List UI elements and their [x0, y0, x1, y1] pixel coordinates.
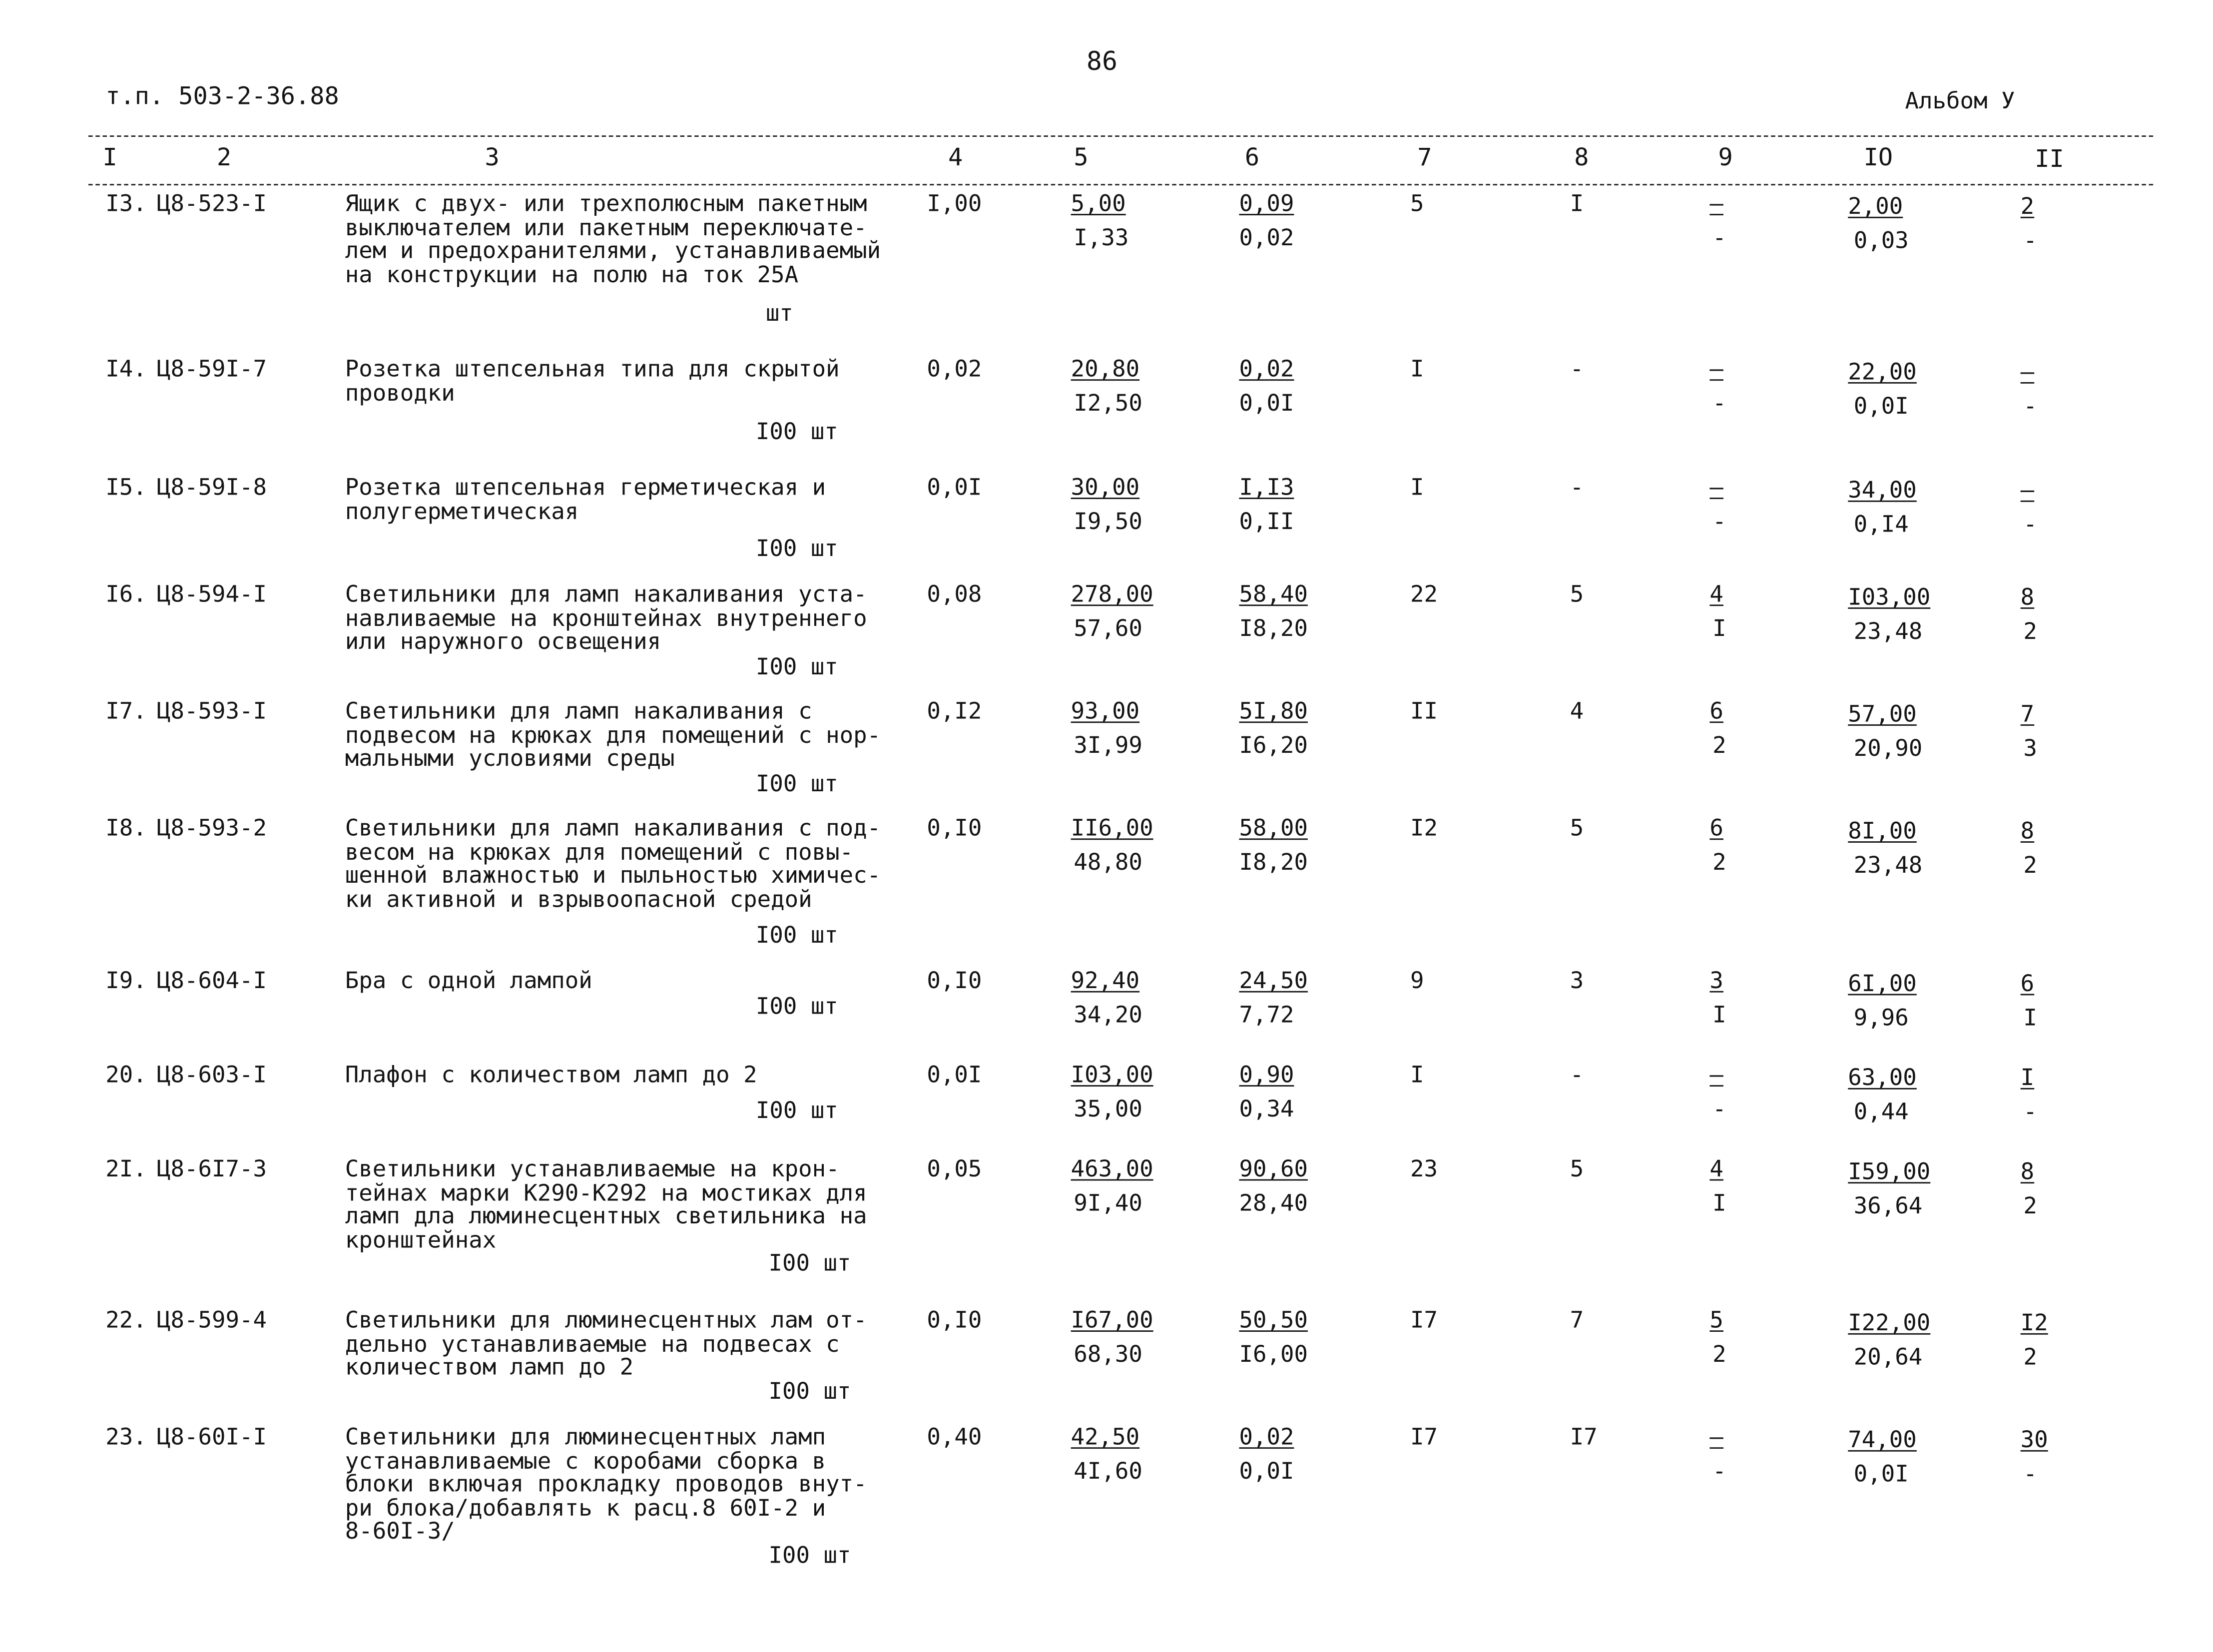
col7-value: 9	[1410, 967, 1424, 994]
unit-label: I00 шт	[755, 418, 838, 445]
quantity: 0,08	[927, 580, 982, 607]
col9-bottom: -	[1712, 1457, 1726, 1485]
col8-value: 5	[1570, 814, 1584, 842]
quantity: 0,I2	[927, 697, 982, 725]
col10-top: 63,00	[1848, 1064, 1917, 1091]
col9-top: 6	[1709, 814, 1723, 842]
col8-value: -	[1570, 355, 1584, 382]
col8-value: I	[1570, 189, 1584, 217]
col7-value: I7	[1410, 1423, 1438, 1450]
quantity: I,00	[927, 189, 982, 217]
col10-bottom: 36,64	[1853, 1192, 1923, 1219]
col11-bottom: 2	[2023, 1192, 2037, 1219]
col6-bottom: 0,0I	[1239, 389, 1294, 417]
col7-value: I	[1410, 1061, 1424, 1088]
col9-top: –	[1709, 355, 1723, 382]
col5-top: I67,00	[1071, 1306, 1153, 1333]
rate-code: Ц8-593-2	[156, 814, 267, 842]
col5-top: 42,50	[1071, 1423, 1140, 1450]
col6-top: 58,40	[1239, 580, 1308, 607]
col9-top: –	[1709, 1423, 1723, 1450]
col5-bottom: 57,60	[1074, 614, 1142, 642]
rate-code: Ц8-599-4	[156, 1306, 267, 1333]
col8-value: 4	[1570, 697, 1584, 725]
col6-top: 0,09	[1239, 189, 1294, 217]
col10-bottom: 9,96	[1853, 1004, 1909, 1031]
row-number: 23.	[105, 1423, 147, 1450]
col6-top: 0,02	[1239, 1423, 1294, 1450]
col5-top: 463,00	[1071, 1155, 1153, 1182]
col8-value: 7	[1570, 1306, 1584, 1333]
col-header-2: 2	[216, 144, 232, 173]
col11-bottom: 2	[2023, 617, 2037, 645]
col11-top: I	[2020, 1064, 2035, 1091]
col11-bottom: -	[2023, 392, 2037, 420]
col5-top: 93,00	[1071, 697, 1140, 725]
doc-code: т.п. 503-2-36.88	[105, 82, 339, 111]
item-description: Ящик с двух- или трехполюсным пакетным выключателем или пакетным переключате- лем и предохранителями, устанавливаемый на конструкции на полю на ток 25А	[345, 189, 881, 288]
col7-value: II	[1410, 697, 1438, 725]
row-number: I9.	[105, 967, 147, 994]
col7-value: I2	[1410, 814, 1438, 842]
col6-top: 5I,80	[1239, 697, 1308, 725]
col10-bottom: 20,90	[1853, 734, 1923, 762]
col10-top: I03,00	[1848, 583, 1931, 610]
quantity: 0,0I	[927, 473, 982, 501]
col-header-3: 3	[485, 144, 500, 173]
col11-top: –	[2020, 358, 2035, 385]
quantity: 0,I0	[927, 814, 982, 842]
col11-bottom: I	[2023, 1004, 2037, 1031]
col5-bottom: 3I,99	[1074, 731, 1142, 759]
item-description: Светильники для люминесцентных ламп устанавливаемые с коробами сборка в блоки включая прокладку проводов внут- ри блока/добавлять к расц.8 60I-2 и 8-60I-3/	[345, 1423, 867, 1545]
row-number: I4.	[105, 355, 147, 382]
col10-bottom: 23,48	[1853, 617, 1923, 645]
item-description: Светильники устанавливаемые на крон- тейнах марки К290-К292 на мостиках для ламп дла люминесцентных светильника на кронштейнах	[345, 1155, 867, 1253]
col7-value: I	[1410, 355, 1424, 382]
item-description: Светильники для ламп накаливания с под- весом на крюках для помещений с повы- шенной влажностью и пыльностью химичес- ки активной и взрывоопасной средой	[345, 814, 881, 912]
col8-value: -	[1570, 1061, 1584, 1088]
row-number: I5.	[105, 473, 147, 501]
col10-top: 22,00	[1848, 358, 1917, 385]
col5-top: 20,80	[1071, 355, 1140, 382]
rate-code: Ц8-60I-I	[156, 1423, 267, 1450]
quantity: 0,0I	[927, 1061, 982, 1088]
item-description: Розетка штепсельная герметическая и полугерметическая	[345, 473, 826, 524]
col9-top: 6	[1709, 697, 1723, 725]
col-header-4: 4	[948, 144, 963, 173]
col10-top: 57,00	[1848, 700, 1917, 727]
rate-code: Ц8-59I-7	[156, 355, 267, 382]
col9-top: –	[1709, 1061, 1723, 1088]
col6-top: 50,50	[1239, 1306, 1308, 1333]
col10-bottom: 0,0I	[1853, 392, 1909, 420]
col6-top: 90,60	[1239, 1155, 1308, 1182]
col10-top: 8I,00	[1848, 817, 1917, 844]
col9-bottom: I	[1712, 1189, 1726, 1216]
col5-bottom: 4I,60	[1074, 1457, 1142, 1485]
unit-label: I00 шт	[755, 653, 838, 680]
col9-top: 5	[1709, 1306, 1723, 1333]
col6-bottom: 0,02	[1239, 224, 1294, 251]
row-number: I7.	[105, 697, 147, 725]
col6-bottom: 28,40	[1239, 1189, 1308, 1216]
col9-bottom: -	[1712, 1095, 1726, 1122]
rate-code: Ц8-6I7-3	[156, 1155, 267, 1182]
page-number: 86	[1087, 47, 1117, 77]
col11-top: 6	[2020, 969, 2035, 997]
col11-bottom: -	[2023, 510, 2037, 538]
col-header-8: 8	[1574, 144, 1589, 173]
row-number: 2I.	[105, 1155, 147, 1182]
col11-top: 30	[2020, 1426, 2048, 1453]
unit-label: I00 шт	[755, 770, 838, 797]
col6-bottom: I8,20	[1239, 848, 1308, 876]
rate-code: Ц8-594-I	[156, 580, 267, 607]
col10-bottom: 0,I4	[1853, 510, 1909, 538]
col9-top: 3	[1709, 967, 1723, 994]
row-number: 20.	[105, 1061, 147, 1088]
col8-value: -	[1570, 473, 1584, 501]
col7-value: I7	[1410, 1306, 1438, 1333]
col-header-10: IO	[1863, 144, 1893, 173]
col8-value: I7	[1570, 1423, 1598, 1450]
col8-value: 3	[1570, 967, 1584, 994]
col7-value: I	[1410, 473, 1424, 501]
col-header-1: I	[102, 144, 117, 173]
unit-label: I00 шт	[755, 1097, 838, 1124]
col5-bottom: 34,20	[1074, 1001, 1142, 1029]
col11-bottom: 3	[2023, 734, 2037, 762]
header-rule-bottom	[88, 184, 2153, 185]
col6-bottom: I6,00	[1239, 1340, 1308, 1368]
col7-value: 5	[1410, 189, 1424, 217]
col-header-7: 7	[1417, 144, 1432, 173]
col11-top: 8	[2020, 583, 2035, 610]
album-label: Альбом У	[1905, 87, 2015, 114]
col5-top: 278,00	[1071, 580, 1153, 607]
col10-top: 2,00	[1848, 192, 1903, 220]
col10-top: 34,00	[1848, 476, 1917, 504]
col6-top: I,I3	[1239, 473, 1294, 501]
col7-value: 23	[1410, 1155, 1438, 1182]
col8-value: 5	[1570, 1155, 1584, 1182]
col-header-6: 6	[1244, 144, 1260, 173]
col11-top: 7	[2020, 700, 2035, 727]
col11-bottom: -	[2023, 1098, 2037, 1125]
col11-bottom: -	[2023, 226, 2037, 254]
col11-top: –	[2020, 476, 2035, 504]
col6-top: 24,50	[1239, 967, 1308, 994]
col5-bottom: I2,50	[1074, 389, 1142, 417]
col10-top: 74,00	[1848, 1426, 1917, 1453]
quantity: 0,02	[927, 355, 982, 382]
col6-top: 0,02	[1239, 355, 1294, 382]
col5-bottom: 9I,40	[1074, 1189, 1142, 1216]
col11-top: 2	[2020, 192, 2035, 220]
rate-code: Ц8-523-I	[156, 189, 267, 217]
row-number: I8.	[105, 814, 147, 842]
col10-bottom: 0,03	[1853, 226, 1909, 254]
col5-bottom: 68,30	[1074, 1340, 1142, 1368]
row-number: 22.	[105, 1306, 147, 1333]
rate-code: Ц8-59I-8	[156, 473, 267, 501]
col9-top: 4	[1709, 580, 1723, 607]
quantity: 0,40	[927, 1423, 982, 1450]
item-description: Светильники для ламп накаливания с подвесом на крюках для помещений с нор- мальными условиями среды	[345, 697, 881, 772]
col11-bottom: 2	[2023, 1343, 2037, 1371]
col6-bottom: 0,0I	[1239, 1457, 1294, 1485]
col5-bottom: 48,80	[1074, 848, 1142, 876]
col5-bottom: I,33	[1074, 224, 1129, 251]
col11-bottom: 2	[2023, 851, 2037, 879]
col5-top: I03,00	[1071, 1061, 1153, 1088]
item-description: Светильники для ламп накаливания уста- навливаемые на кронштейнах внутреннего или наружного освещения	[345, 580, 867, 655]
col-header-5: 5	[1074, 144, 1089, 173]
row-number: I6.	[105, 580, 147, 607]
item-description: Светильники для люминесцентных лам от- дельно устанавливаемые на подвесах с количеством ламп до 2	[345, 1306, 867, 1381]
col10-top: I22,00	[1848, 1309, 1931, 1336]
quantity: 0,I0	[927, 1306, 982, 1333]
col10-bottom: 0,44	[1853, 1098, 1909, 1125]
col6-top: 58,00	[1239, 814, 1308, 842]
col10-top: I59,00	[1848, 1157, 1931, 1185]
col-header-11: II	[2035, 145, 2064, 174]
col6-bottom: 0,II	[1239, 508, 1294, 535]
col10-top: 6I,00	[1848, 969, 1917, 997]
col9-bottom: I	[1712, 1001, 1726, 1029]
col9-bottom: 2	[1712, 731, 1726, 759]
col10-bottom: 20,64	[1853, 1343, 1923, 1371]
col5-top: II6,00	[1071, 814, 1153, 842]
quantity: 0,I0	[927, 967, 982, 994]
unit-label: I00 шт	[755, 992, 838, 1020]
unit-label: шт	[765, 299, 793, 327]
col9-bottom: -	[1712, 389, 1726, 417]
col9-bottom: I	[1712, 614, 1726, 642]
unit-label: I00 шт	[768, 1249, 851, 1276]
col9-bottom: -	[1712, 508, 1726, 535]
col-header-9: 9	[1718, 144, 1733, 173]
col10-bottom: 23,48	[1853, 851, 1923, 879]
item-description: Бра с одной лампой	[345, 967, 592, 994]
col9-bottom: 2	[1712, 1340, 1726, 1368]
col5-top: 92,40	[1071, 967, 1140, 994]
col6-bottom: I6,20	[1239, 731, 1308, 759]
item-description: Плафон с количеством ламп до 2	[345, 1061, 757, 1088]
col9-bottom: -	[1712, 224, 1726, 251]
quantity: 0,05	[927, 1155, 982, 1182]
rate-code: Ц8-603-I	[156, 1061, 267, 1088]
unit-label: I00 шт	[768, 1377, 851, 1405]
item-description: Розетка штепсельная типа для скрытой проводки	[345, 355, 840, 406]
col9-top: 4	[1709, 1155, 1723, 1182]
col10-bottom: 0,0I	[1853, 1460, 1909, 1488]
col5-bottom: 35,00	[1074, 1095, 1142, 1122]
row-number: I3.	[105, 189, 147, 217]
col6-top: 0,90	[1239, 1061, 1294, 1088]
col5-bottom: I9,50	[1074, 508, 1142, 535]
col6-bottom: 7,72	[1239, 1001, 1294, 1029]
col5-top: 5,00	[1071, 189, 1126, 217]
col11-top: 8	[2020, 817, 2035, 844]
unit-label: I00 шт	[755, 535, 838, 562]
col9-top: –	[1709, 473, 1723, 501]
header-rule-top	[88, 135, 2153, 137]
col6-bottom: I8,20	[1239, 614, 1308, 642]
col11-top: I2	[2020, 1309, 2048, 1336]
rate-code: Ц8-604-I	[156, 967, 267, 994]
col11-bottom: -	[2023, 1460, 2037, 1488]
col9-bottom: 2	[1712, 848, 1726, 876]
col8-value: 5	[1570, 580, 1584, 607]
rate-code: Ц8-593-I	[156, 697, 267, 725]
col6-bottom: 0,34	[1239, 1095, 1294, 1122]
col9-top: –	[1709, 189, 1723, 217]
col5-top: 30,00	[1071, 473, 1140, 501]
unit-label: I00 шт	[768, 1541, 851, 1569]
col7-value: 22	[1410, 580, 1438, 607]
col11-top: 8	[2020, 1157, 2035, 1185]
unit-label: I00 шт	[755, 921, 838, 949]
